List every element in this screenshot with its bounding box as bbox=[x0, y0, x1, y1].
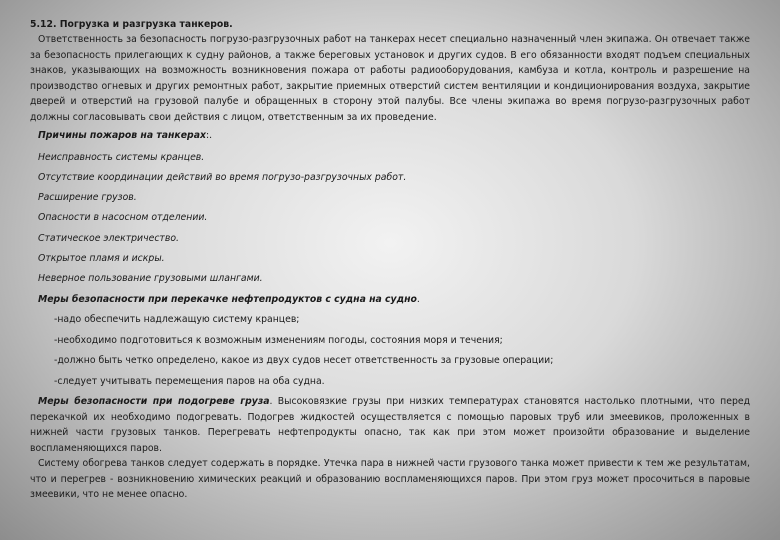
transfer-safety-item: -должно быть четко определено, какое из двух судов несет ответственность за грузовые операции; bbox=[54, 355, 554, 366]
transfer-safety-heading-text: Меры безопасности при перекачке нефтепродуктов с судна на судно bbox=[38, 294, 417, 305]
section-title: 5.12. Погрузка и разгрузка танкеров. bbox=[30, 19, 233, 30]
heating-safety-label: Меры безопасности при подогреве груза bbox=[38, 396, 270, 407]
fire-cause-item: Неисправность системы кранцев. bbox=[38, 152, 205, 163]
fire-causes-heading-tail: :. bbox=[205, 130, 213, 141]
fire-cause-item: Расширение грузов. bbox=[38, 192, 137, 203]
transfer-safety-item: -следует учитывать перемещения паров на оба судна. bbox=[54, 376, 325, 387]
heating-safety-paragraph bbox=[30, 394, 750, 456]
fire-causes-heading bbox=[38, 128, 758, 144]
transfer-safety-item: -необходимо подготовиться к возможным изменениям погоды, состояния моря и течения; bbox=[54, 335, 503, 346]
fire-cause-item: Открытое пламя и искры. bbox=[38, 253, 165, 264]
transfer-safety-heading bbox=[38, 292, 758, 308]
fire-cause-item: Отсутствие координации действий во время погрузо-разгрузочных работ. bbox=[38, 172, 407, 183]
fire-causes-heading-text: Причины пожаров на танкерах bbox=[38, 130, 206, 141]
fire-cause-item: Статическое электричество. bbox=[38, 233, 179, 244]
fire-cause-item: Неверное пользование грузовыми шлангами. bbox=[38, 273, 263, 284]
heating-system-paragraph: Систему обогрева танков следует содержать в порядке. Утечка пара в нижней части грузового танка может привести к тем же результатам, что и перегрев - возникновению химических реакций и образованию воспламеняющихся паров. При этом груз может просочиться в паровые змеевики, что не менее опасно. bbox=[30, 458, 750, 501]
transfer-safety-heading-tail: . bbox=[416, 294, 420, 305]
heating-safety-text: . Высоковязкие грузы при низких температурах становятся настолько плотными, что перед перекачкой их необходимо подогревать. Подогрев жидкостей осуществляется с помощью паровых труб или змеевиков, проложенных в нижней части грузовых танков. Перегревать нефтепродукты опасно, так как при этом может произойти образование и выделение воспламеняющихся паров. bbox=[30, 396, 750, 454]
fire-cause-item: Опасности в насосном отделении. bbox=[38, 212, 208, 223]
responsibility-paragraph: Ответственность за безопасность погрузо-разгрузочных работ на танкерах несет специально назначенный член экипажа. Он отвечает также за безопасность прилегающих к судну районов, а также береговых установок и других судов. В его обязанности входят подъем специальных знаков, указывающих на возможность возникновения пожара от работы радиооборудования, камбуза и котла, контроль и разрешение на производство огневых и других ремонтных работ, закрытие приемных отверстий систем вентиляции и кондиционирования воздуха, закрытие дверей и отверстий на грузовой палубе и обращенных в сторону этой палубы. Все члены экипажа во время погрузо-разгрузочных работ должны согласовывать свои действия с лицом, ответственным за их проведение. bbox=[30, 34, 750, 123]
transfer-safety-item: -надо обеспечить надлежащую систему кранцев; bbox=[54, 314, 300, 325]
